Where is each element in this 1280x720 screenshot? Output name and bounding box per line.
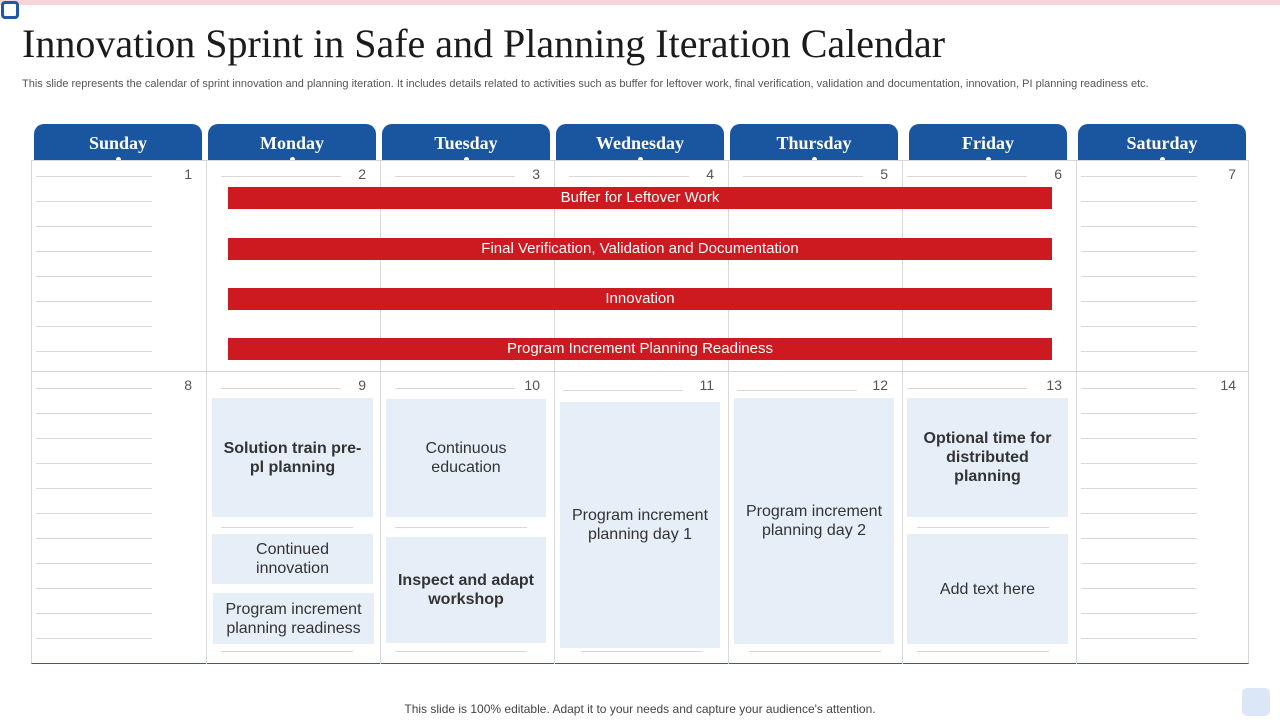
card-pi-planning-day-1: Program increment planning day 1 [560,402,720,648]
rule-line [36,301,152,302]
rule-line [221,388,341,389]
header-label: Monday [259,133,324,153]
event-bar-pi-readiness: Program Increment Planning Readiness [228,338,1052,360]
rule-line [1081,301,1197,302]
rule-line [581,651,703,652]
card-continued-innovation: Continued innovation [212,534,373,584]
date-8: 8 [184,377,192,393]
column-divider [1076,161,1077,664]
rule-line [1081,226,1197,227]
date-5: 5 [880,166,888,182]
header-saturday [1078,124,1246,160]
header-label: Sunday [88,133,148,153]
event-bar-verification: Final Verification, Validation and Documentation [228,238,1052,260]
rule-line [1081,276,1197,277]
rule-line [36,176,152,177]
date-6: 6 [1054,166,1062,182]
card-optional-time: Optional time for distributed planning [907,398,1068,517]
rule-line [395,388,515,389]
rule-line [1081,251,1197,252]
rule-line [1081,513,1197,514]
rule-line [1081,463,1197,464]
rule-line [36,201,152,202]
header-label: Saturday [1126,133,1198,153]
rule-line [563,390,683,391]
date-3: 3 [532,166,540,182]
date-7: 7 [1228,166,1236,182]
column-divider [380,161,381,664]
date-1: 1 [184,166,192,182]
rule-line [907,388,1027,389]
rule-line [221,651,353,652]
rule-line [36,538,152,539]
rule-line [749,651,881,652]
date-12: 12 [872,377,888,393]
rule-line [36,388,152,389]
header-label: Thursday [776,133,852,153]
rule-line [1081,538,1197,539]
card-continuous-education: Continuous education [386,399,546,517]
date-4: 4 [706,166,714,182]
rule-line [1081,488,1197,489]
date-11: 11 [699,377,714,393]
header-sunday [34,124,202,160]
rule-line [36,563,152,564]
rule-line [36,438,152,439]
date-14: 14 [1220,377,1236,393]
header-label: Tuesday [434,133,498,153]
rule-line [1081,176,1197,177]
rule-line [1081,351,1197,352]
rule-line [36,226,152,227]
rule-line [221,176,341,177]
rule-line [1081,438,1197,439]
card-pi-planning-day-2: Program increment planning day 2 [734,398,894,644]
card-solution-train: Solution train pre-pl planning [212,398,373,517]
rule-line [737,390,857,391]
rule-line [36,413,152,414]
header-friday [909,124,1067,160]
rule-line [395,176,515,177]
rule-line [36,613,152,614]
card-pi-readiness: Program increment planning readiness [213,593,374,644]
event-bar-innovation: Innovation [228,288,1052,310]
week-divider [32,371,1249,372]
slide-subtitle: This slide represents the calendar of sprint innovation and planning iteration. It includes details related to activities such as buffer for leftover work, final verification, validation and documentation, innovation, PI planning readiness etc. [22,78,1149,90]
rule-line [1081,613,1197,614]
rule-line [36,326,152,327]
date-13: 13 [1046,377,1062,393]
rule-line [36,513,152,514]
rule-line [36,638,152,639]
date-9: 9 [358,377,366,393]
rule-line [36,276,152,277]
rule-line [36,351,152,352]
rule-line [36,463,152,464]
rule-line [395,651,527,652]
rule-line [36,588,152,589]
date-2: 2 [358,166,366,182]
column-divider [728,161,729,664]
date-10: 10 [524,377,540,393]
rule-line [1081,326,1197,327]
rule-line [907,176,1027,177]
rule-line [221,527,353,528]
rule-line [36,251,152,252]
header-thursday [730,124,898,160]
card-inspect-adapt: Inspect and adapt workshop [386,537,546,643]
event-bar-buffer: Buffer for Leftover Work [228,187,1052,209]
header-monday [208,124,376,160]
rule-line [395,527,527,528]
rule-line [1081,588,1197,589]
column-divider [206,161,207,664]
header-label: Friday [962,133,1014,153]
slide-footer: This slide is 100% editable. Adapt it to your needs and capture your audience's attention. [404,702,876,716]
header-tuesday [382,124,550,160]
rule-line [743,176,863,177]
card-add-text[interactable]: Add text here [907,534,1068,644]
rule-line [917,651,1049,652]
slide-corner-badge [1242,688,1270,716]
header-label: Wednesday [595,133,685,153]
header-wednesday [556,124,724,160]
corner-square-icon [1,1,19,19]
rule-line [1081,638,1197,639]
slide-title: Innovation Sprint in Safe and Planning Iteration Calendar [22,21,946,66]
rule-line [569,176,689,177]
rule-line [1081,201,1197,202]
top-accent-strip [0,0,1280,5]
column-divider [554,161,555,664]
column-divider [902,161,903,664]
rule-line [1081,413,1197,414]
rule-line [917,527,1049,528]
rule-line [36,488,152,489]
rule-line [1081,563,1197,564]
rule-line [1081,388,1197,389]
